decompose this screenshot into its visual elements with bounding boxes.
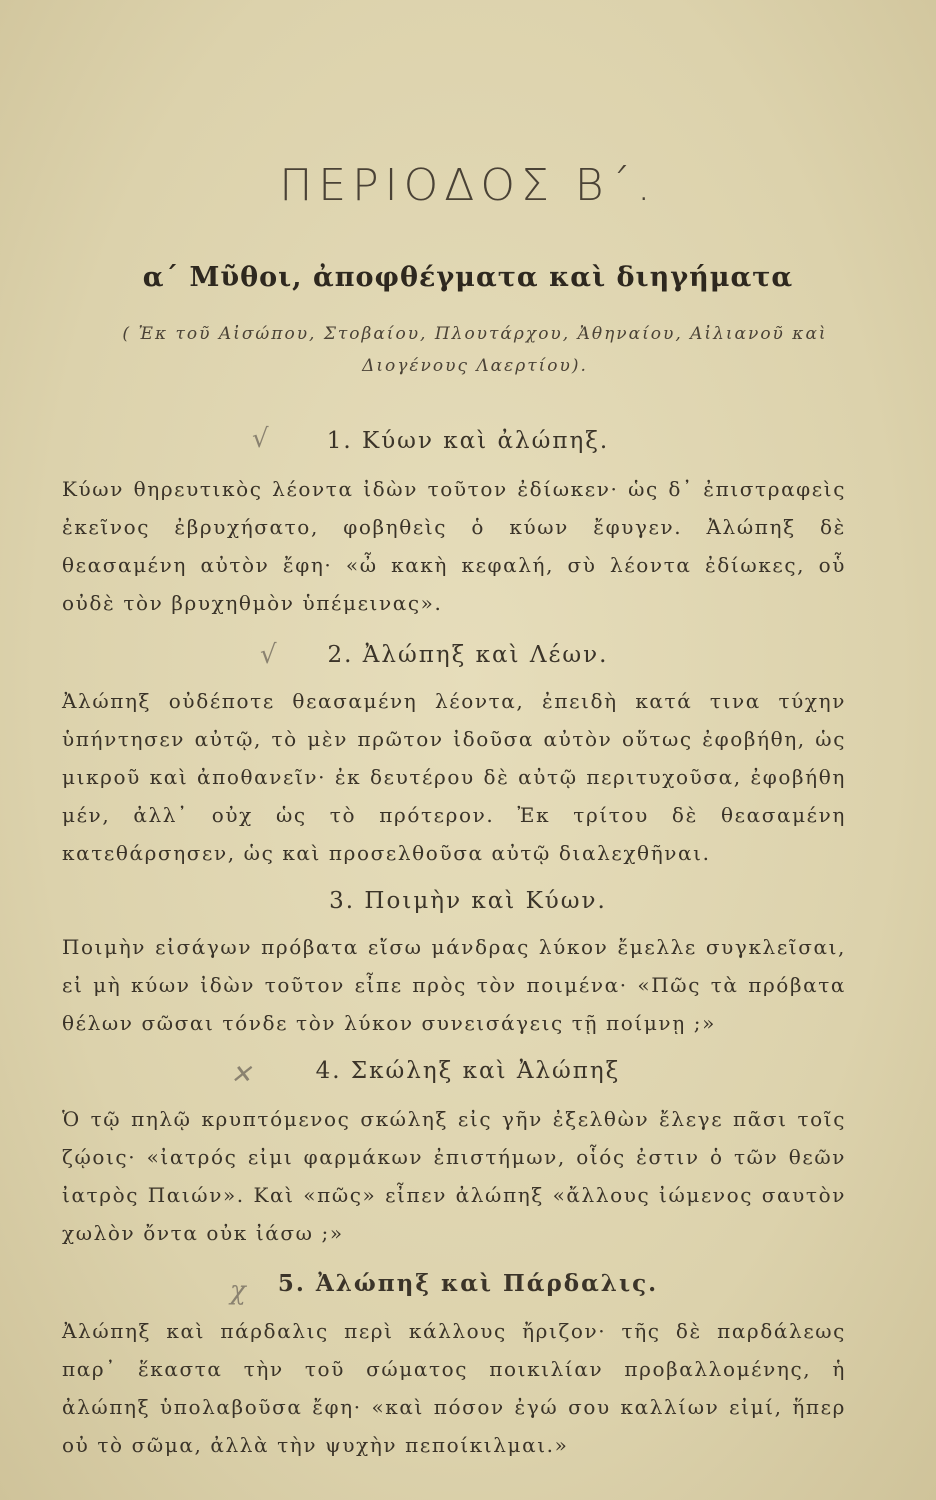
fable-text-5: Ἀλώπηξ καὶ πάρδαλις περὶ κάλλους ἤριζον· τῆς δὲ παρδάλεως παρ᾿ ἕκαστα τὴν τοῦ σώματος ποικιλίαν προβαλλομένης, ἡ ἀλώπηξ ὑπολαβοῦσα ἔφη· «καὶ πόσον ἐγώ σου καλλίων εἰμί, ἥπερ οὐ τὸ σῶμα, ἀλλὰ τὴν ψυχὴν πεποίκιλμαι.»: [62, 1319, 846, 1457]
fable-title-2: 2. Ἀλώπηξ καὶ Λέων.: [327, 642, 609, 668]
margin-cross-mark: χ: [230, 1276, 246, 1306]
margin-check-mark: √: [252, 424, 269, 454]
fable-title-4: 4. Σκώληξ καὶ Ἀλώπηξ: [315, 1058, 621, 1084]
sources-note: ( Ἐκ τοῦ Αἰσώπου, Στοβαίου, Πλουτάρχου, Ἀθηναίου, Αἰλιανοῦ καὶ Διογένους Λαερτίου).: [122, 324, 828, 376]
fable-title-3: 3. Ποιμὴν καὶ Κύων.: [329, 888, 607, 914]
margin-cross-mark: ✕: [230, 1060, 252, 1090]
fable-title-5: 5. Ἀλώπηξ καὶ Πάρδαλις.: [277, 1270, 659, 1297]
margin-check-mark: √: [260, 640, 277, 670]
fable-text-1: Κύων θηρευτικὸς λέοντα ἰδὼν τοῦτον ἐδίωκεν· ὡς δ᾿ ἐπιστραφεὶς ἐκεῖνος ἐβρυχήσατο, φοβηθεὶς ὁ κύων ἔφυγεν. Ἀλώπηξ δὲ θεασαμένη αὐτὸν ἔφη· «ὦ κακὴ κεφαλή, σὺ λέοντα ἐδίωκες, οὗ οὐδὲ τὸν βρυχηθμὸν ὑπέμεινας».: [62, 477, 846, 615]
fable-text-2: Ἀλώπηξ οὐδέποτε θεασαμένη λέοντα, ἐπειδὴ κατά τινα τύχην ὑπήντησεν αὐτῷ, τὸ μὲν πρῶτον ἰδοῦσα αὐτὸν οὕτως ἐφοβήθη, ὡς μικροῦ καὶ ἀποθανεῖν· ἐκ δευτέρου δὲ αὐτῷ περιτυχοῦσα, ἐφοβήθη μέν, ἀλλ᾿ οὐχ ὡς τὸ πρότερον. Ἐκ τρίτου δὲ θεασαμένη κατεθάρσησεν, ὡς καὶ προσελθοῦσα αὐτῷ διαλεχθῆναι.: [62, 689, 846, 865]
section-title: α΄ Μῦθοι, ἀποφθέγματα καὶ διηγήματα: [142, 262, 794, 293]
period-heading: ΠΕΡΙΟΔΟΣ Β΄.: [279, 160, 657, 211]
fable-text-3: Ποιμὴν εἰσάγων πρόβατα εἴσω μάνδρας λύκον ἔμελλε συγκλεῖσαι, εἰ μὴ κύων ἰδὼν τοῦτον εἶπε πρὸς τὸν ποιμένα· «Πῶς τὰ πρόβατα θέλων σῶσαι τόνδε τὸν λύκον συνεισάγεις τῇ ποίμνῃ ;»: [62, 935, 846, 1035]
fable-title-1: 1. Κύων καὶ ἀλώπηξ.: [326, 428, 610, 454]
fable-text-4: Ὁ τῷ πηλῷ κρυπτόμενος σκώληξ εἰς γῆν ἐξελθὼν ἔλεγε πᾶσι τοῖς ζῴοις· «ἰατρός εἰμι φαρμάκων ἐπιστήμων, οἷός ἐστιν ὁ τῶν θεῶν ἰατρὸς Παιών». Καὶ «πῶς» εἶπεν ἀλώπηξ «ἄλλους ἰώμενος σαυτὸν χωλὸν ὄντα οὐκ ἰάσω ;»: [62, 1107, 846, 1245]
